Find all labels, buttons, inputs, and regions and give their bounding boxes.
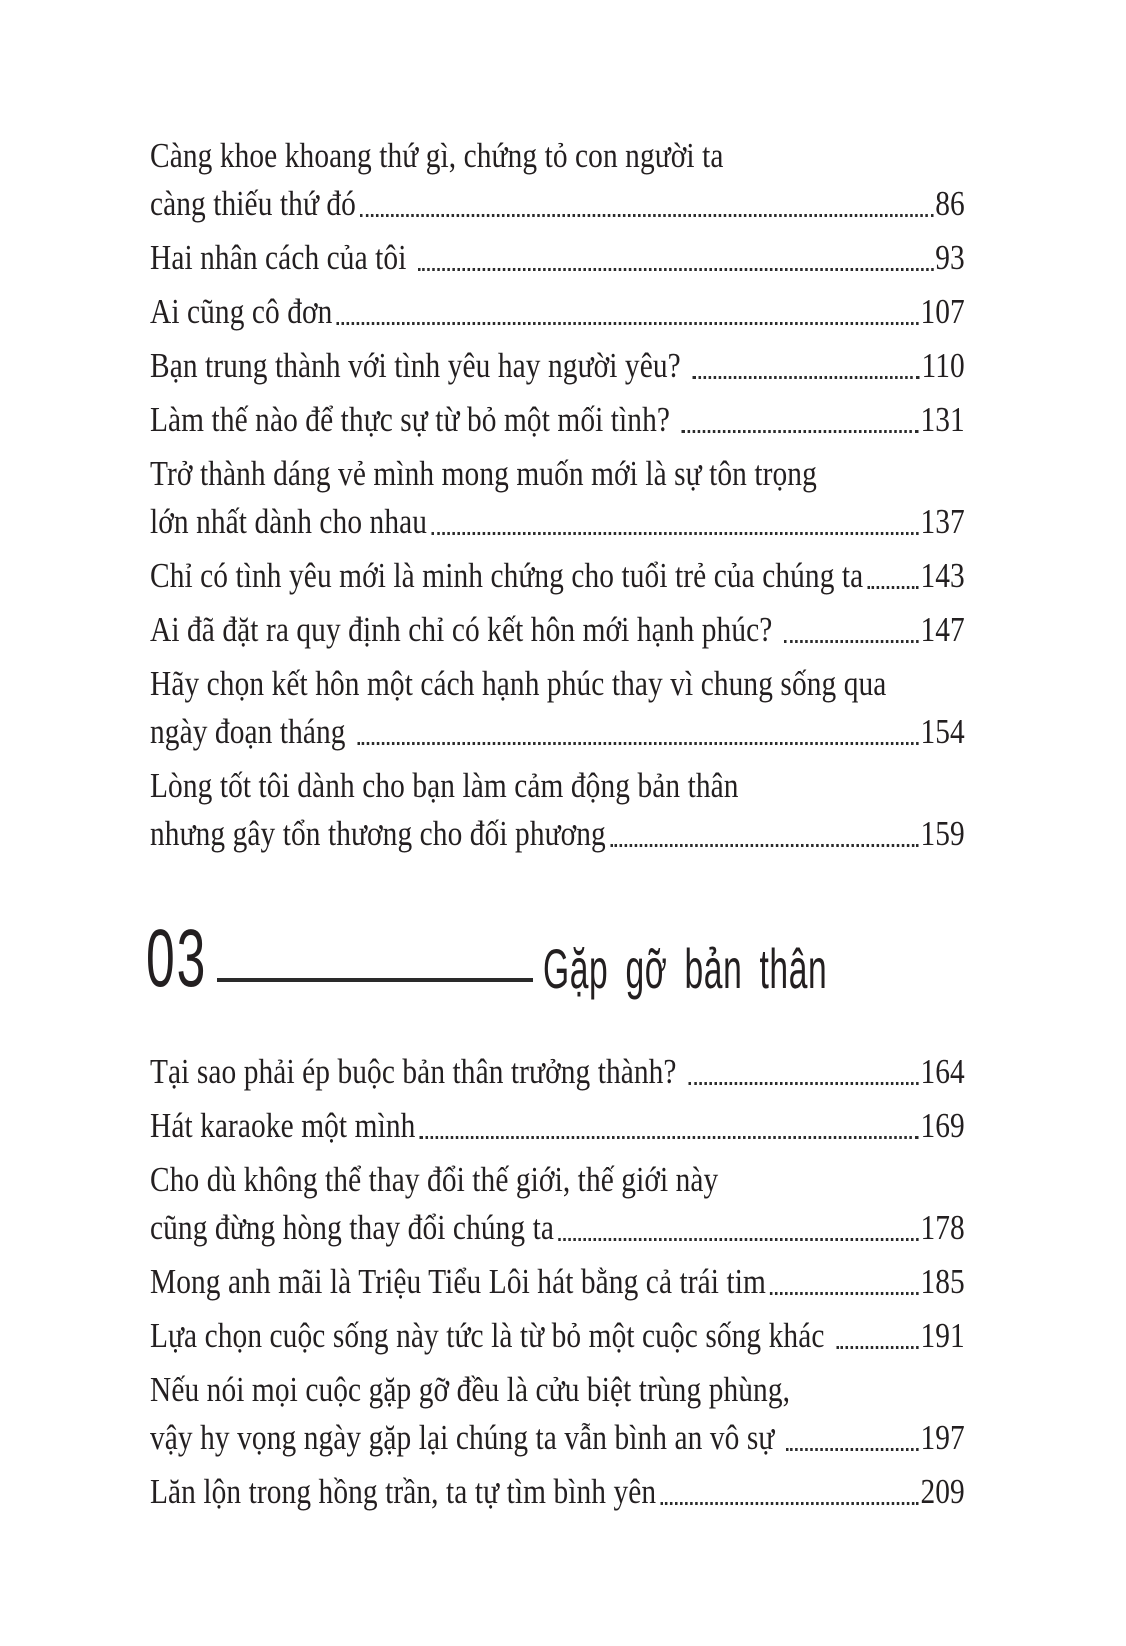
- page-number: 147: [920, 610, 965, 649]
- toc-entry: [150, 1102, 965, 1150]
- toc-entry-wrap-line: Hãy chọn kết hôn một cách hạnh phúc thay vì chung sống qua: [150, 664, 887, 703]
- page-number: 164: [920, 1052, 965, 1091]
- dotted-leader: [688, 1082, 919, 1085]
- dotted-leader: [418, 268, 933, 271]
- toc-entry: [150, 1366, 965, 1462]
- toc-entry: [150, 606, 965, 654]
- dotted-leader: [784, 640, 919, 643]
- page-number: 209: [920, 1472, 965, 1511]
- toc-entry-title: Bạn trung thành với tình yêu hay người yêu?: [150, 346, 689, 385]
- toc-entry-wrap-line: Nếu nói mọi cuộc gặp gỡ đều là cửu biệt trùng phùng,: [150, 1370, 791, 1409]
- toc-entry-title: Lựa chọn cuộc sống này tức là từ bỏ một cuộc sống khác: [150, 1316, 832, 1355]
- dotted-leader: [360, 214, 933, 217]
- toc-entry-leader-line: [150, 288, 965, 336]
- toc-entry-leader-line: [150, 1258, 965, 1306]
- page-number: 86: [935, 184, 965, 223]
- toc-entry-title: Ai đã đặt ra quy định chỉ có kết hôn mới hạnh phúc?: [150, 610, 780, 649]
- page-number: 159: [920, 814, 965, 853]
- toc-entry: [150, 1468, 965, 1516]
- toc-entry-wrap-line: Lòng tốt tôi dành cho bạn làm cảm động bản thân: [150, 766, 739, 805]
- toc-entry: [150, 1156, 965, 1252]
- toc-entry-title: càng thiếu thứ đó: [150, 184, 356, 223]
- chapter-number: 03: [146, 913, 208, 1004]
- chapter-title: Gặp gỡ bản thân: [543, 937, 828, 1000]
- page-number: 185: [920, 1262, 965, 1301]
- toc-entry-wrap-line: Càng khoe khoang thứ gì, chứng tỏ con người ta: [150, 136, 724, 175]
- toc-entry: [150, 450, 965, 546]
- dotted-leader: [868, 586, 919, 589]
- page-number: 197: [920, 1418, 965, 1457]
- toc-entry-wrap-line: Cho dù không thể thay đổi thế giới, thế giới này: [150, 1160, 719, 1199]
- toc-entry-leader-line: [150, 708, 965, 756]
- toc-entry-title: ngày đoạn tháng: [150, 712, 354, 751]
- toc-entry: [150, 1312, 965, 1360]
- toc-entry-title: lớn nhất dành cho nhau: [150, 502, 428, 541]
- chapter-rule-line: [217, 978, 533, 982]
- toc-entry-leader-line: [150, 234, 965, 282]
- dotted-leader: [610, 844, 919, 847]
- dotted-leader: [786, 1448, 919, 1451]
- toc-entry: [150, 1258, 965, 1306]
- toc-entry: [150, 342, 965, 390]
- toc-entry-title: Mong anh mãi là Triệu Tiểu Lôi hát bằng cả trái tim: [150, 1262, 766, 1301]
- toc-entry: [150, 1048, 965, 1096]
- page-number: 93: [935, 238, 965, 277]
- toc-entry-leader-line: [150, 606, 965, 654]
- toc-entry-leader-line: [150, 1204, 965, 1252]
- dotted-leader: [431, 532, 919, 535]
- page-number: 191: [920, 1316, 965, 1355]
- chapter-header: [146, 864, 966, 1004]
- toc-entry-leader-line: [150, 1048, 965, 1096]
- toc-entry-title: Tại sao phải ép buộc bản thân trưởng thành?: [150, 1052, 685, 1091]
- toc-entry: [150, 552, 965, 600]
- dotted-leader: [660, 1502, 918, 1505]
- toc-entry: [150, 288, 965, 336]
- toc-entry-title: Chỉ có tình yêu mới là minh chứng cho tuổi trẻ của chúng ta: [150, 556, 864, 595]
- dotted-leader: [357, 742, 919, 745]
- dotted-leader: [558, 1238, 919, 1241]
- page-number: 137: [920, 502, 965, 541]
- dotted-leader: [337, 322, 919, 325]
- toc-entry-title: Làm thế nào để thực sự từ bỏ một mối tình?: [150, 400, 678, 439]
- page-number: 110: [921, 346, 965, 385]
- toc-entry: [150, 762, 965, 858]
- toc-entry: [150, 132, 965, 228]
- toc-entry-leader-line: [150, 1102, 965, 1150]
- toc-entry-title: vậy hy vọng ngày gặp lại chúng ta vẫn bình an vô sự: [150, 1418, 782, 1457]
- toc-entry-leader-line: [150, 552, 965, 600]
- page-number: 154: [920, 712, 965, 751]
- toc-entry-leader-line: [150, 1468, 965, 1516]
- toc-entry-leader-line: [150, 498, 965, 546]
- dotted-leader: [420, 1136, 919, 1139]
- dotted-leader: [682, 430, 919, 433]
- toc-entry-leader-line: [150, 1312, 965, 1360]
- toc-entry: [150, 660, 965, 756]
- toc-entry-title: Hát karaoke một mình: [150, 1106, 416, 1145]
- page-number: 131: [920, 400, 965, 439]
- toc-entry-leader-line: [150, 810, 965, 858]
- toc-entry-title: Hai nhân cách của tôi: [150, 238, 414, 277]
- toc-entry: [150, 234, 965, 282]
- page-number: 107: [920, 292, 965, 331]
- page-number: 143: [920, 556, 965, 595]
- dotted-leader: [836, 1346, 919, 1349]
- toc-entry-leader-line: [150, 342, 965, 390]
- toc-entry-wrap-line: Trở thành dáng vẻ mình mong muốn mới là sự tôn trọng: [150, 454, 817, 493]
- page-number: 169: [920, 1106, 965, 1145]
- toc-entry-leader-line: [150, 1414, 965, 1462]
- toc-entry: [150, 396, 965, 444]
- dotted-leader: [692, 376, 919, 379]
- toc-entry-leader-line: [150, 180, 965, 228]
- toc-entry-title: nhưng gây tổn thương cho đối phương: [150, 814, 606, 853]
- toc-entry-leader-line: [150, 396, 965, 444]
- toc-entry-title: Lăn lộn trong hồng trần, ta tự tìm bình yên: [150, 1472, 657, 1511]
- dotted-leader: [770, 1292, 919, 1295]
- toc-entry-title: cũng đừng hòng thay đổi chúng ta: [150, 1208, 555, 1247]
- toc-entry-title: Ai cũng cô đơn: [150, 292, 333, 331]
- page-number: 178: [920, 1208, 965, 1247]
